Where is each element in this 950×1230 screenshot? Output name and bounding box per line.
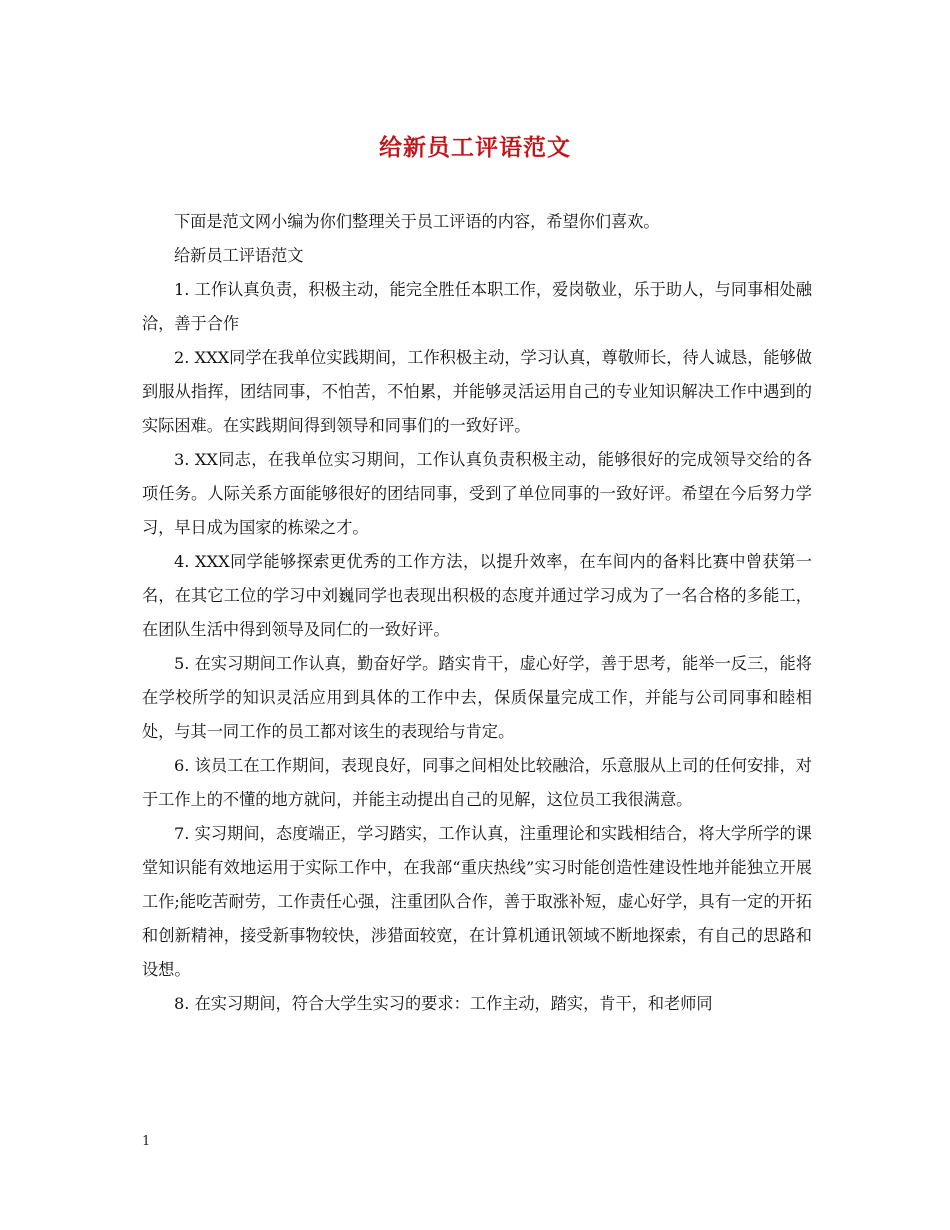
- section-heading: 给新员工评语范文: [174, 246, 304, 265]
- intro-paragraph: 下面是范文网小编为你们整理关于员工评语的内容，希望你们喜欢。: [174, 212, 660, 231]
- comment-paragraph-8: 8. 在实习期间，符合大学生实习的要求：工作主动，踏实，肯干，和老师同: [174, 994, 713, 1013]
- comment-paragraph-6: 6. 该员工在工作期间，表现良好，同事之间相处比较融洽，乐意服从上司的任何安排，对于工作上的不懂的地方就问，并能主动提出自己的见解，这位员工我很满意。: [142, 756, 812, 809]
- comment-paragraph-1: 1. 工作认真负责，积极主动，能完全胜任本职工作，爱岗敬业，乐于助人，与同事相处融洽，善于合作: [142, 280, 812, 333]
- comment-paragraph-7: 7. 实习期间，态度端正，学习踏实，工作认真，注重理论和实践相结合，将大学所学的课堂知识能有效地运用于实际工作中，在我部“重庆热线”实习时能创造性建设性地并能独立开展工作;能吃苦耐劳，工作责任心强，注重团队合作，善于取涨补短，虚心好学，具有一定的开拓和创新精神，接受新事物较快，涉猎面较宽，在计算机通讯领域不断地探索，有自己的思路和设想。: [142, 824, 812, 979]
- document-body: [142, 205, 812, 1021]
- comment-paragraph-5: 5. 在实习期间工作认真，勤奋好学。踏实肯干，虚心好学，善于思考，能举一反三，能将在学校所学的知识灵活应用到具体的工作中去，保质保量完成工作，并能与公司同事和睦相处，与其一同工作的员工都对该生的表现给与肯定。: [142, 654, 812, 741]
- page-number: 1: [142, 1134, 151, 1149]
- document-title: 给新员工评语范文: [379, 134, 571, 161]
- comment-paragraph-3: 3. XX同志，在我单位实习期间，工作认真负责积极主动，能够很好的完成领导交给的各项任务。人际关系方面能够很好的团结同事，受到了单位同事的一致好评。希望在今后努力学习，早日成为国家的栋梁之才。: [142, 450, 812, 537]
- comment-paragraph-2: 2. XXX同学在我单位实践期间，工作积极主动，学习认真，尊敬师长，待人诚恳，能够做到服从指挥，团结同事，不怕苦，不怕累，并能够灵活运用自己的专业知识解决工作中遇到的实际困难。在实践期间得到领导和同事们的一致好评。: [142, 348, 812, 435]
- comment-paragraph-4: 4. XXX同学能够探索更优秀的工作方法，以提升效率，在车间内的备料比赛中曾获第一名，在其它工位的学习中刘巍同学也表现出积极的态度并通过学习成为了一名合格的多能工，在团队生活中得到领导及同仁的一致好评。: [142, 552, 812, 639]
